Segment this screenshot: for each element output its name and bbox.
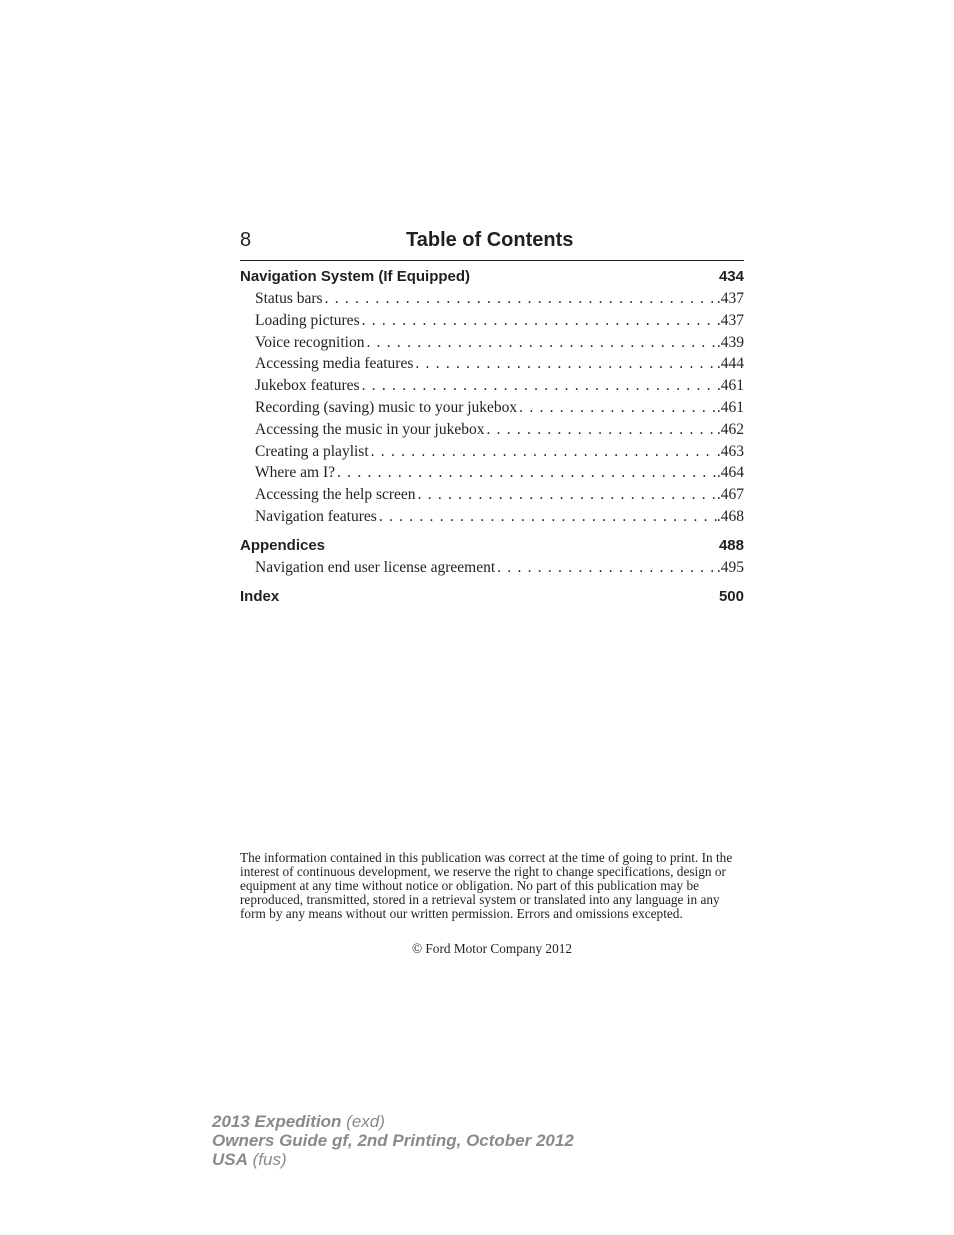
toc-entry[interactable]: Navigation end user license agreement . . . .495 bbox=[255, 557, 744, 579]
toc-section-heading[interactable]: Index 500 bbox=[240, 587, 744, 605]
toc-entry[interactable]: Accessing media features . . . .444 bbox=[255, 353, 744, 375]
toc-entry[interactable]: Accessing the music in your jukebox . . . .462 bbox=[255, 419, 744, 441]
page-number: 8 bbox=[240, 229, 252, 251]
toc-entry[interactable]: Navigation features . . . .468 bbox=[255, 506, 744, 528]
toc-entry[interactable]: Jukebox features . . . .461 bbox=[255, 375, 744, 397]
footer-line-edition: Owners Guide gf, 2nd Printing, October 2012 bbox=[212, 1131, 574, 1150]
toc-entry[interactable]: Recording (saving) music to your jukebox . . . .461 bbox=[255, 397, 744, 419]
table-of-contents bbox=[240, 266, 744, 615]
toc-section-navigation bbox=[240, 266, 744, 528]
page-header bbox=[240, 229, 744, 261]
footer-line-market: USA (fus) bbox=[212, 1150, 287, 1169]
toc-section-heading[interactable]: Navigation System (If Equipped) 434 bbox=[240, 268, 744, 285]
toc-entry[interactable]: Where am I? . . . .464 bbox=[255, 462, 744, 484]
disclaimer-text: The information contained in this publication was correct at the time of going to print. In the interest of continuous development, we reserve the right to change specifications, design or equipment at any time without notice or obligation. No part of this publication may be reproduced, transmitted, stored in a retrieval system or translated into any language in any form by any means without our written permission. Errors and omissions excepted. bbox=[240, 850, 733, 921]
toc-section-index bbox=[240, 586, 744, 608]
document-footer bbox=[212, 1112, 574, 1169]
toc-entry[interactable]: Status bars . . . .437 bbox=[255, 288, 744, 310]
toc-entry[interactable]: Creating a playlist . . . .463 bbox=[255, 441, 744, 463]
toc-entry[interactable]: Loading pictures . . . .437 bbox=[255, 310, 744, 332]
page-title: Table of Contents bbox=[406, 229, 574, 251]
toc-section-heading[interactable]: Appendices 488 bbox=[240, 536, 744, 554]
toc-entry[interactable]: Voice recognition . . . .439 bbox=[255, 332, 744, 354]
toc-section-appendices bbox=[240, 535, 744, 579]
copyright-notice: © Ford Motor Company 2012 bbox=[411, 941, 573, 956]
toc-entry[interactable]: Accessing the help screen . . . .467 bbox=[255, 484, 744, 506]
footer-line-model: 2013 Expedition (exd) bbox=[212, 1112, 385, 1131]
